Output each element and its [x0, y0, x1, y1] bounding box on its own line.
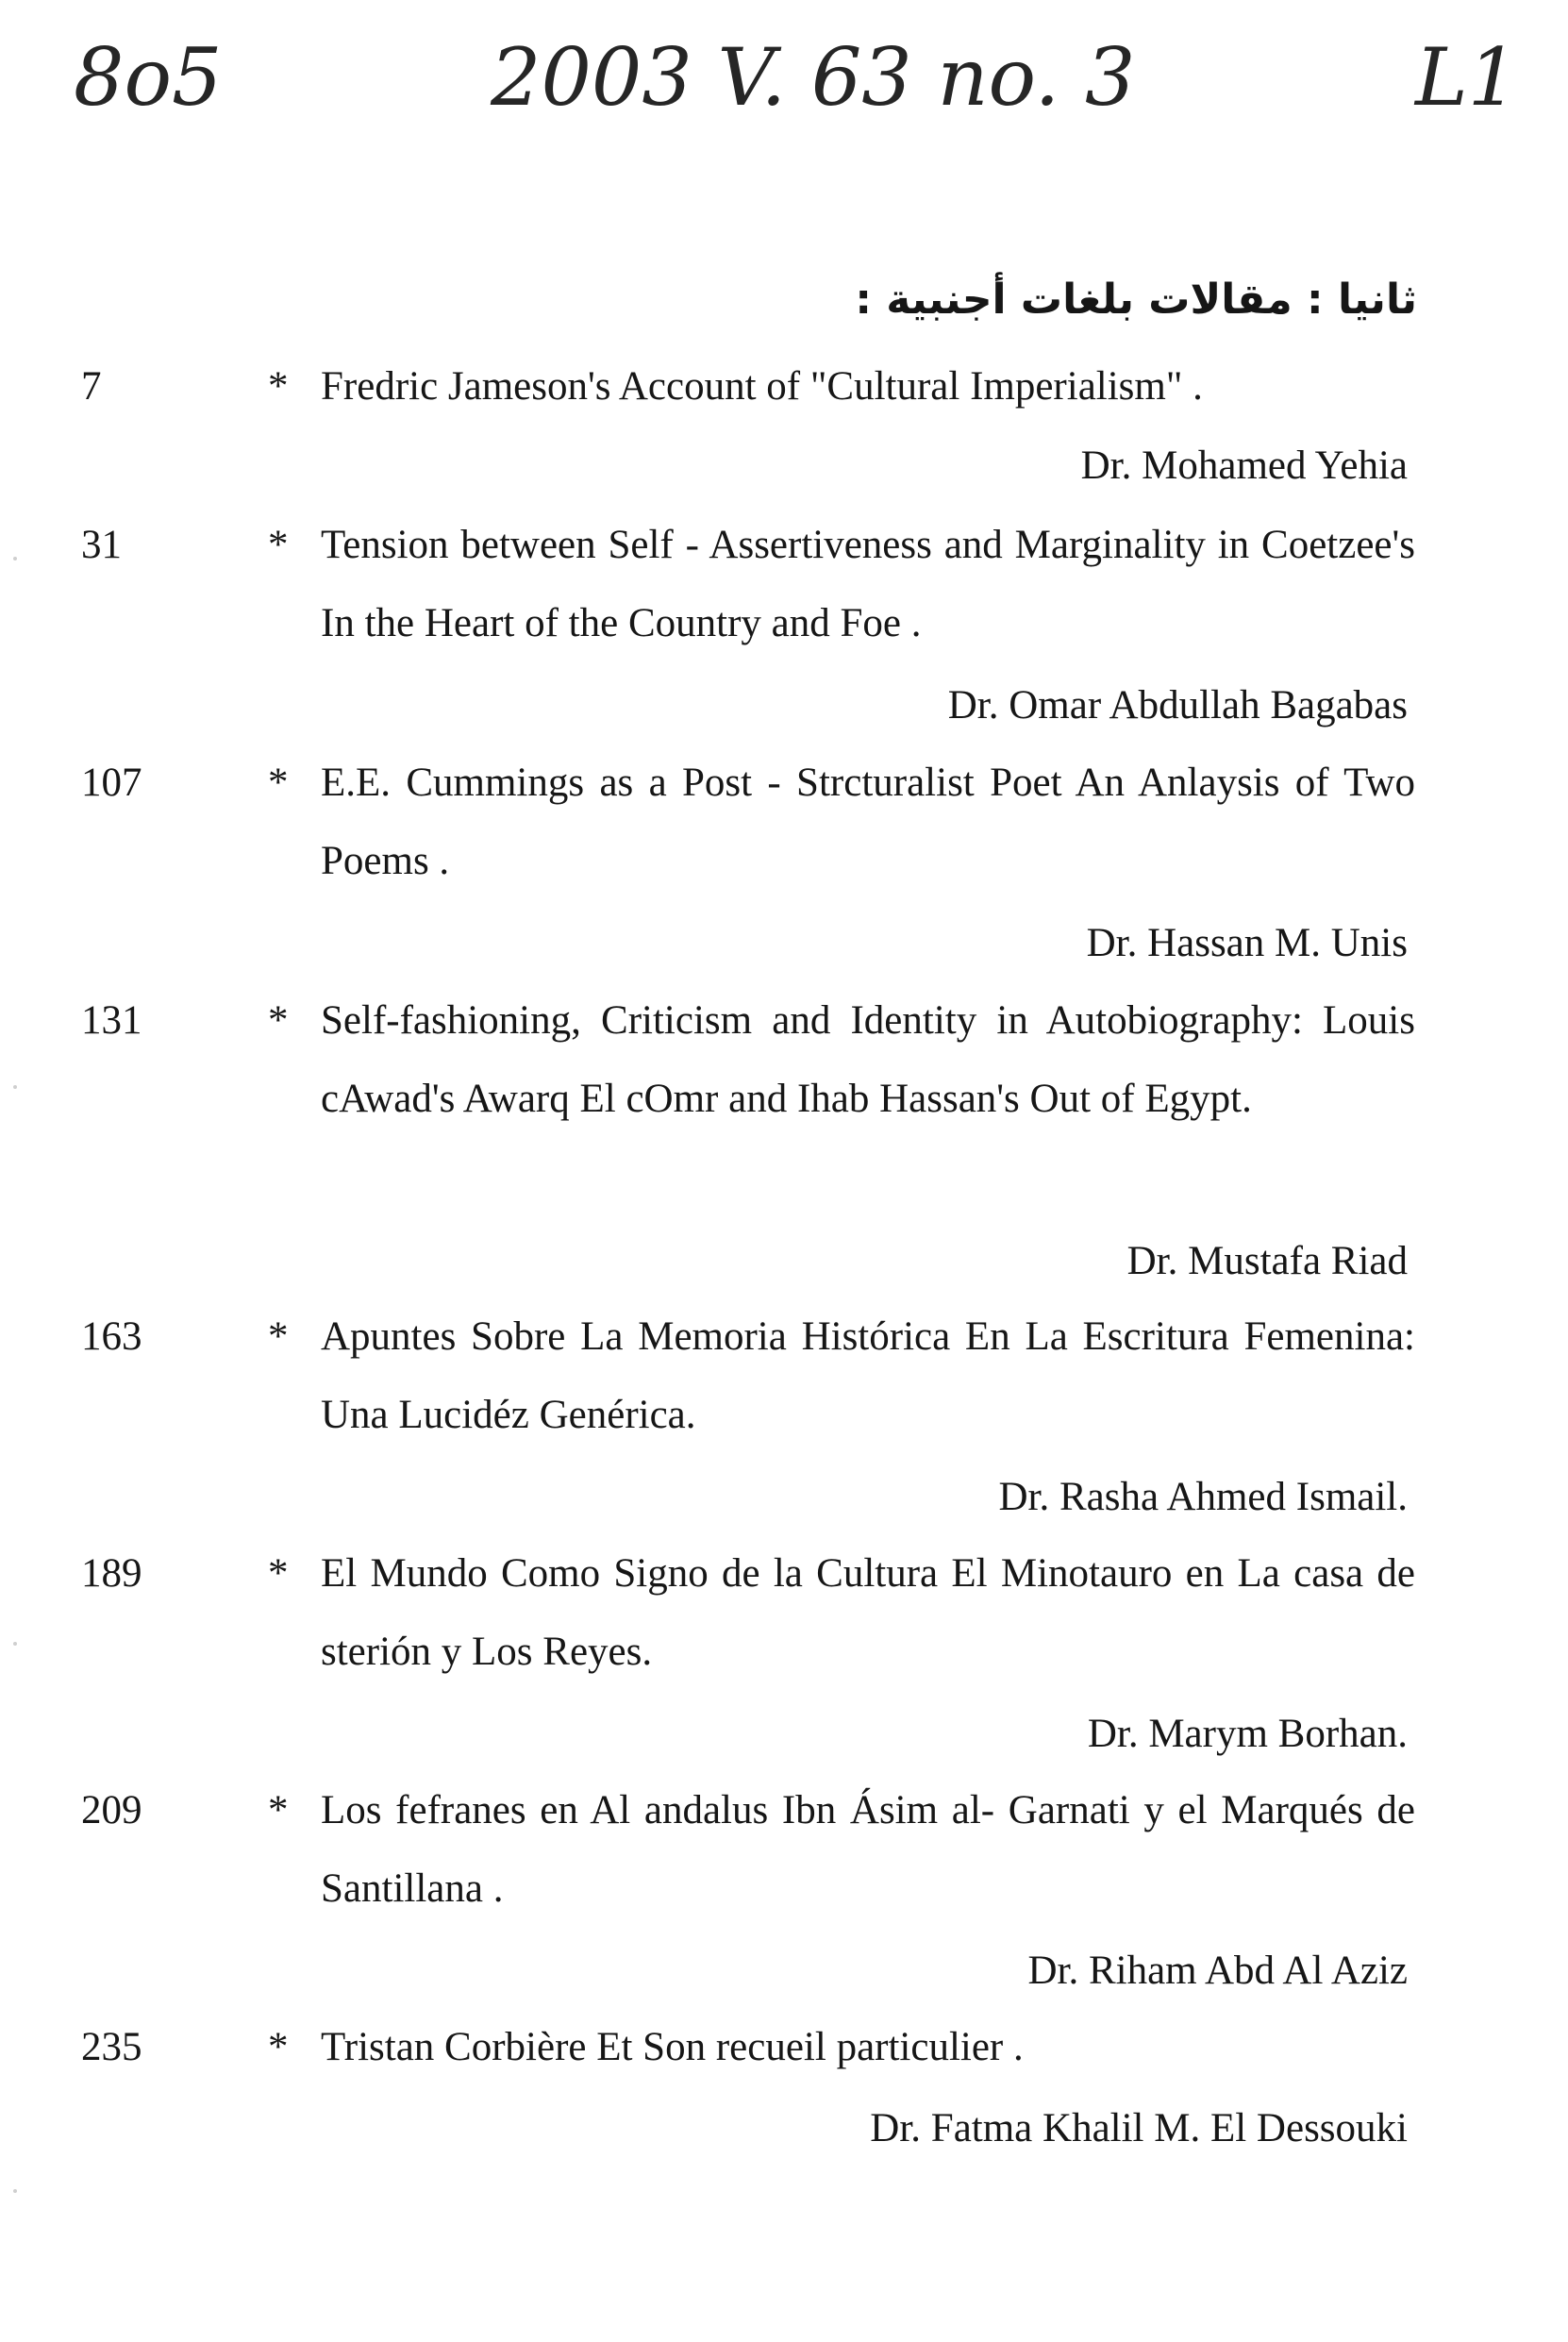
- entry-page-number: 209: [81, 1788, 142, 1832]
- scan-speck: [13, 2189, 17, 2193]
- entry-bullet: *: [268, 761, 289, 805]
- entry-bullet: *: [268, 1314, 289, 1359]
- entry-page-number: 107: [81, 761, 142, 805]
- entry-bullet: *: [268, 1551, 289, 1596]
- entry-bullet: *: [268, 2025, 289, 2069]
- entry-title: Tension between Self - Assertiveness and Marginality in Coetzee's In the Heart of the Country and Foe .: [321, 523, 1415, 645]
- entry-page-number: 189: [81, 1551, 142, 1596]
- entry-author: Dr. Fatma Khalil M. El Dessouki: [870, 2106, 1408, 2150]
- entry-author: Dr. Rasha Ahmed Ismail.: [998, 1475, 1408, 1519]
- entry-title: Apuntes Sobre La Memoria Histórica En La Escritura Femenina: Una Lucidéz Genérica.: [321, 1314, 1415, 1437]
- entry-author: Dr. Riham Abd Al Aziz: [1027, 1949, 1408, 1993]
- entry-bullet: *: [268, 998, 289, 1043]
- scan-speck: [13, 1085, 17, 1089]
- entry-page-number: 7: [81, 364, 102, 409]
- entry-page-number: 31: [81, 523, 122, 567]
- entry-bullet: *: [268, 523, 289, 567]
- handwritten-volume-note: 2003 V. 63 no. 3: [491, 31, 1136, 124]
- entry-title: Self-fashioning, Criticism and Identity in Autobiography: Louis cAwad's Awarq El cOmr and Ihab Hassan's Out of Egypt.: [321, 998, 1415, 1121]
- entry-bullet: *: [268, 1788, 289, 1832]
- entry-page-number: 163: [81, 1314, 142, 1359]
- entry-page-number: 131: [81, 998, 142, 1043]
- entry-author: Dr. Mustafa Riad: [1126, 1239, 1408, 1283]
- scan-speck: [13, 1642, 17, 1646]
- section-heading: ثانيا : مقالات بلغات أجنبية :: [855, 276, 1417, 324]
- entry-title: E.E. Cummings as a Post - Strcturalist Poet An Anlaysis of Two Poems .: [321, 761, 1415, 883]
- entry-bullet: *: [268, 364, 289, 409]
- entry-author: Dr. Marym Borhan.: [1087, 1712, 1408, 1756]
- entry-author: Dr. Mohamed Yehia: [1080, 443, 1408, 488]
- entry-title: Fredric Jameson's Account of "Cultural Imperialism" .: [321, 364, 1203, 409]
- entry-title: Tristan Corbière Et Son recueil particulier .: [321, 2025, 1024, 2069]
- entry-page-number: 235: [81, 2025, 142, 2069]
- entry-title: El Mundo Como Signo de la Cultura El Minotauro en La casa de sterión y Los Reyes.: [321, 1551, 1415, 1674]
- entry-author: Dr. Hassan M. Unis: [1086, 921, 1408, 965]
- handwritten-call-number: 8o5: [74, 31, 223, 124]
- scan-speck: [13, 557, 17, 560]
- entry-title: Los fefranes en Al andalus Ibn Ásim al- Garnati y el Marqués de Santillana .: [321, 1788, 1415, 1911]
- entry-author: Dr. Omar Abdullah Bagabas: [947, 683, 1408, 728]
- handwritten-shelf-mark: L1: [1415, 31, 1519, 124]
